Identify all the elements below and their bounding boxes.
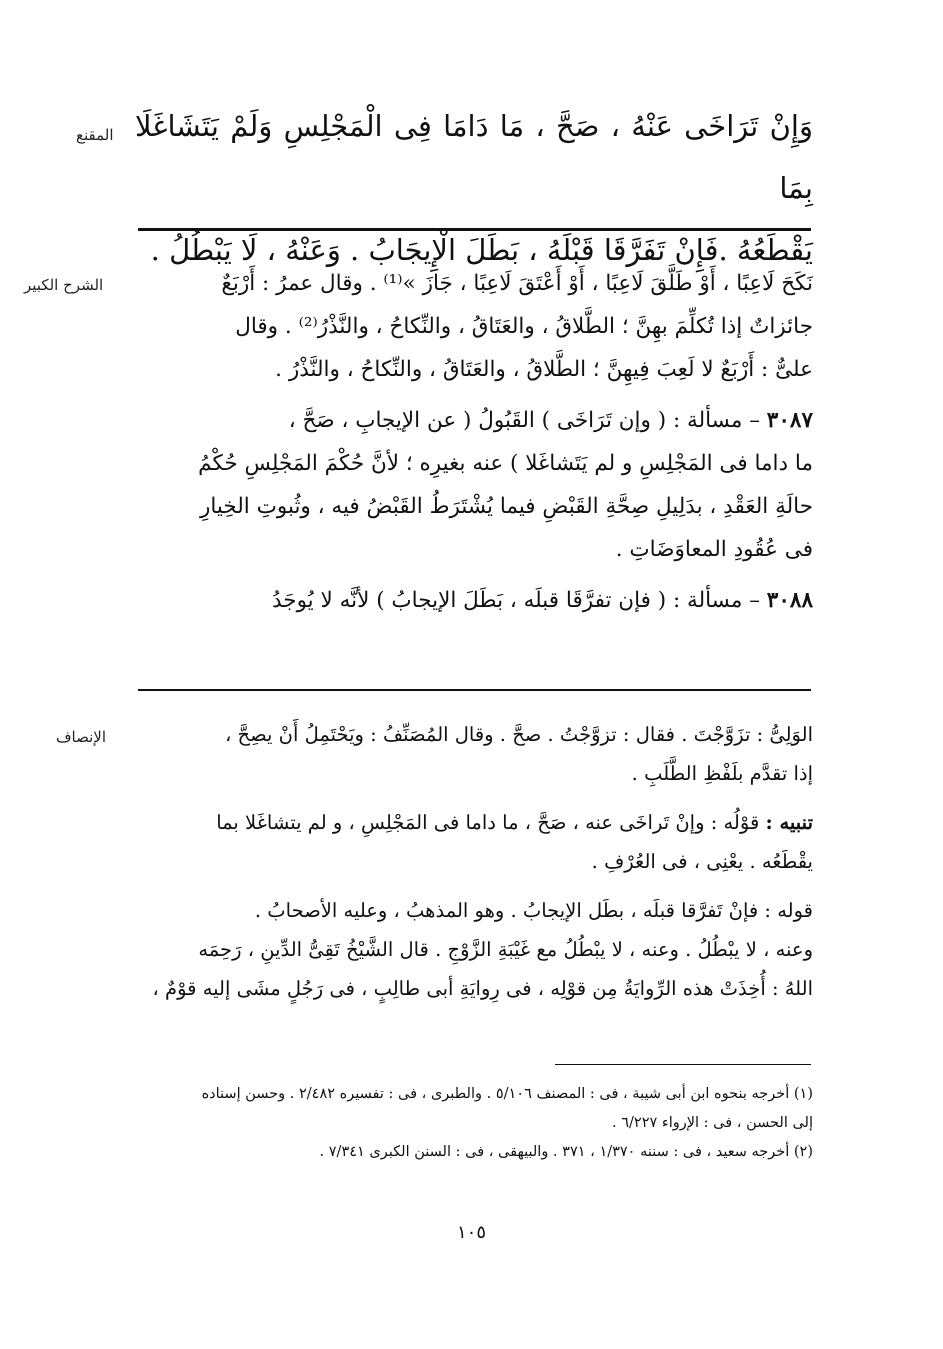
- insaf-p3-line-2: وعنه ، لا يبْطُلُ . وعنه ، لا يبْطُلُ مع غَيْبَةِ الزَّوْجِ . قال الشَّيْخُ تَقِىُّ الدِّينِ ، رَحِمَه: [198, 938, 813, 961]
- sharh-p2-line-4: فى عُقُودِ المعاوَضَاتِ .: [615, 537, 813, 562]
- muqni-text: [135, 95, 813, 281]
- muqni-label: المقنع: [76, 126, 114, 144]
- sharh-p2-line-3: حالَةِ العَقْدِ ، بدَلِيلِ صِحَّةِ القَبْضِ فيما يُشْتَرَطُ القَبْضُ فيه ، وثُبوتِ الخِيارِ: [199, 494, 813, 519]
- insaf-text: [135, 715, 813, 1008]
- sharh-p3-line-1: [135, 579, 813, 622]
- muqni-line-1: وَإِنْ تَرَاخَى عَنْهُ ، صَحَّ ، مَا دَامَا فِى الْمَجْلِسِ وَلَمْ يَتَشَاغَلَا بِمَا: [135, 109, 813, 205]
- sharh-p2-first-text: – مسألة : ( وإن تَرَاخَى ) القَبُولُ ( عن الإيجابِ ، صَحَّ ،: [288, 408, 767, 433]
- sharh-p2-line-2: ما داما فى المَجْلِسِ و لم يَتَشاغَلا ) عنه بغيرِه ؛ لأنَّ حُكْمَ المَجْلِسِ حُكْمُ: [198, 451, 813, 476]
- sharh-label: الشرح الكبير: [24, 276, 104, 294]
- insaf-p1-line-1: الوَلِىُّ : تزَوَّجْتَ . فقال : تزوَّجْتُ . صحَّ . وقال المُصَنِّفُ : ويَحْتَمِلُ أَنْ يصِحَّ ،: [225, 723, 813, 746]
- muqni-line-2: يَقْطَعُهُ .فَإِنْ تَفَرَّقَا قَبْلَهُ ، بَطَلَ الْإِيجَابُ . وَعَنْهُ ، لَا يَبْطُلُ .: [150, 233, 813, 267]
- insaf-p2-line-1: [135, 803, 813, 842]
- sharh-p1-line-2: جائزاتٌ إذا تُكلِّمَ بهِنَّ ؛ الطَّلاقُ ، والعَتَاقُ ، والنِّكاحُ ، والنَّذْرُ⁽²⁾ . وقال: [235, 314, 813, 339]
- sharh-text: [135, 262, 813, 622]
- sharh-divider: [138, 689, 811, 691]
- sharh-p2-line-1: [135, 399, 813, 442]
- insaf-label: الإنصاف: [56, 728, 107, 746]
- insaf-p2-first-text: قوْلُه : وإنْ تَراخَى عنه ، صَحَّ ، ما داما فى المَجْلِسِ ، و لم يتشاغَلا بما: [216, 811, 766, 834]
- tanbih-label: تنبيه :: [765, 811, 813, 834]
- insaf-p3-line-1: قوله : فإنْ تَفرَّقا قبلَه ، بطَل الإيجابُ . وهو المذهبُ ، وعليه الأصحابُ .: [254, 899, 813, 922]
- insaf-p2-line-2: يقْطَعُه . يعْنِى ، فى العُرْفِ .: [591, 850, 813, 873]
- footnote-1-line-2: إلى الحسن ، فى : الإرواء ٦/٢٢٧ .: [612, 1115, 813, 1131]
- masala-number-3088: ٣٠٨٨: [766, 588, 813, 613]
- masala-number-3087: ٣٠٨٧: [766, 408, 813, 433]
- muqni-divider: [138, 228, 811, 231]
- footnote-1-line-1: (١) أخرجه بنحوه ابن أبى شيبة ، فى : المصنف ٥/١٠٦ . والطبرى ، فى : تفسيره ٢/٤٨٢ . وحسن إسناده: [201, 1086, 813, 1102]
- insaf-p3-line-3: اللهُ : أُخِذَتْ هذه الرِّوايَةُ مِن قوْلِه ، فى رِوايَةِ أبى طالِبٍ ، فى رَجُلٍ مشَى إليه قوْمٌ ،: [152, 977, 813, 1000]
- page-number: ١٠٥: [456, 1222, 486, 1243]
- footnote-2: (٢) أخرجه سعيد ، فى : سننه ١/٣٧٠ ، ٣٧١ . والبيهقى ، فى : السنن الكبرى ٧/٣٤١ .: [319, 1144, 813, 1160]
- insaf-p1-line-2: إذا تقدَّم بلَفْظِ الطَّلَبِ .: [631, 762, 813, 785]
- footnotes: [135, 1080, 813, 1167]
- sharh-p1-line-3: علىٌّ : أَرْبَعٌ لا لَعِبَ فِيهِنَّ ؛ الطَّلاقُ ، والعَتَاقُ ، والنِّكاحُ ، والنَّذْرُ .: [275, 357, 813, 382]
- footnote-divider: [555, 1064, 811, 1065]
- sharh-p3-text: – مسألة : ( فإن تفرَّقَا قبلَه ، بَطَلَ الإيجابُ ) لأنَّه لا يُوجَدُ: [272, 588, 767, 613]
- sharh-p1-line-1: نَكَحَ لَاعِبًا ، أَوْ طَلَّقَ لَاعِبًا ، أَوْ أَعْتَقَ لَاعِبًا ، جَازَ »⁽¹⁾ . وقال عمرُ : أَرْبَعٌ: [221, 271, 813, 296]
